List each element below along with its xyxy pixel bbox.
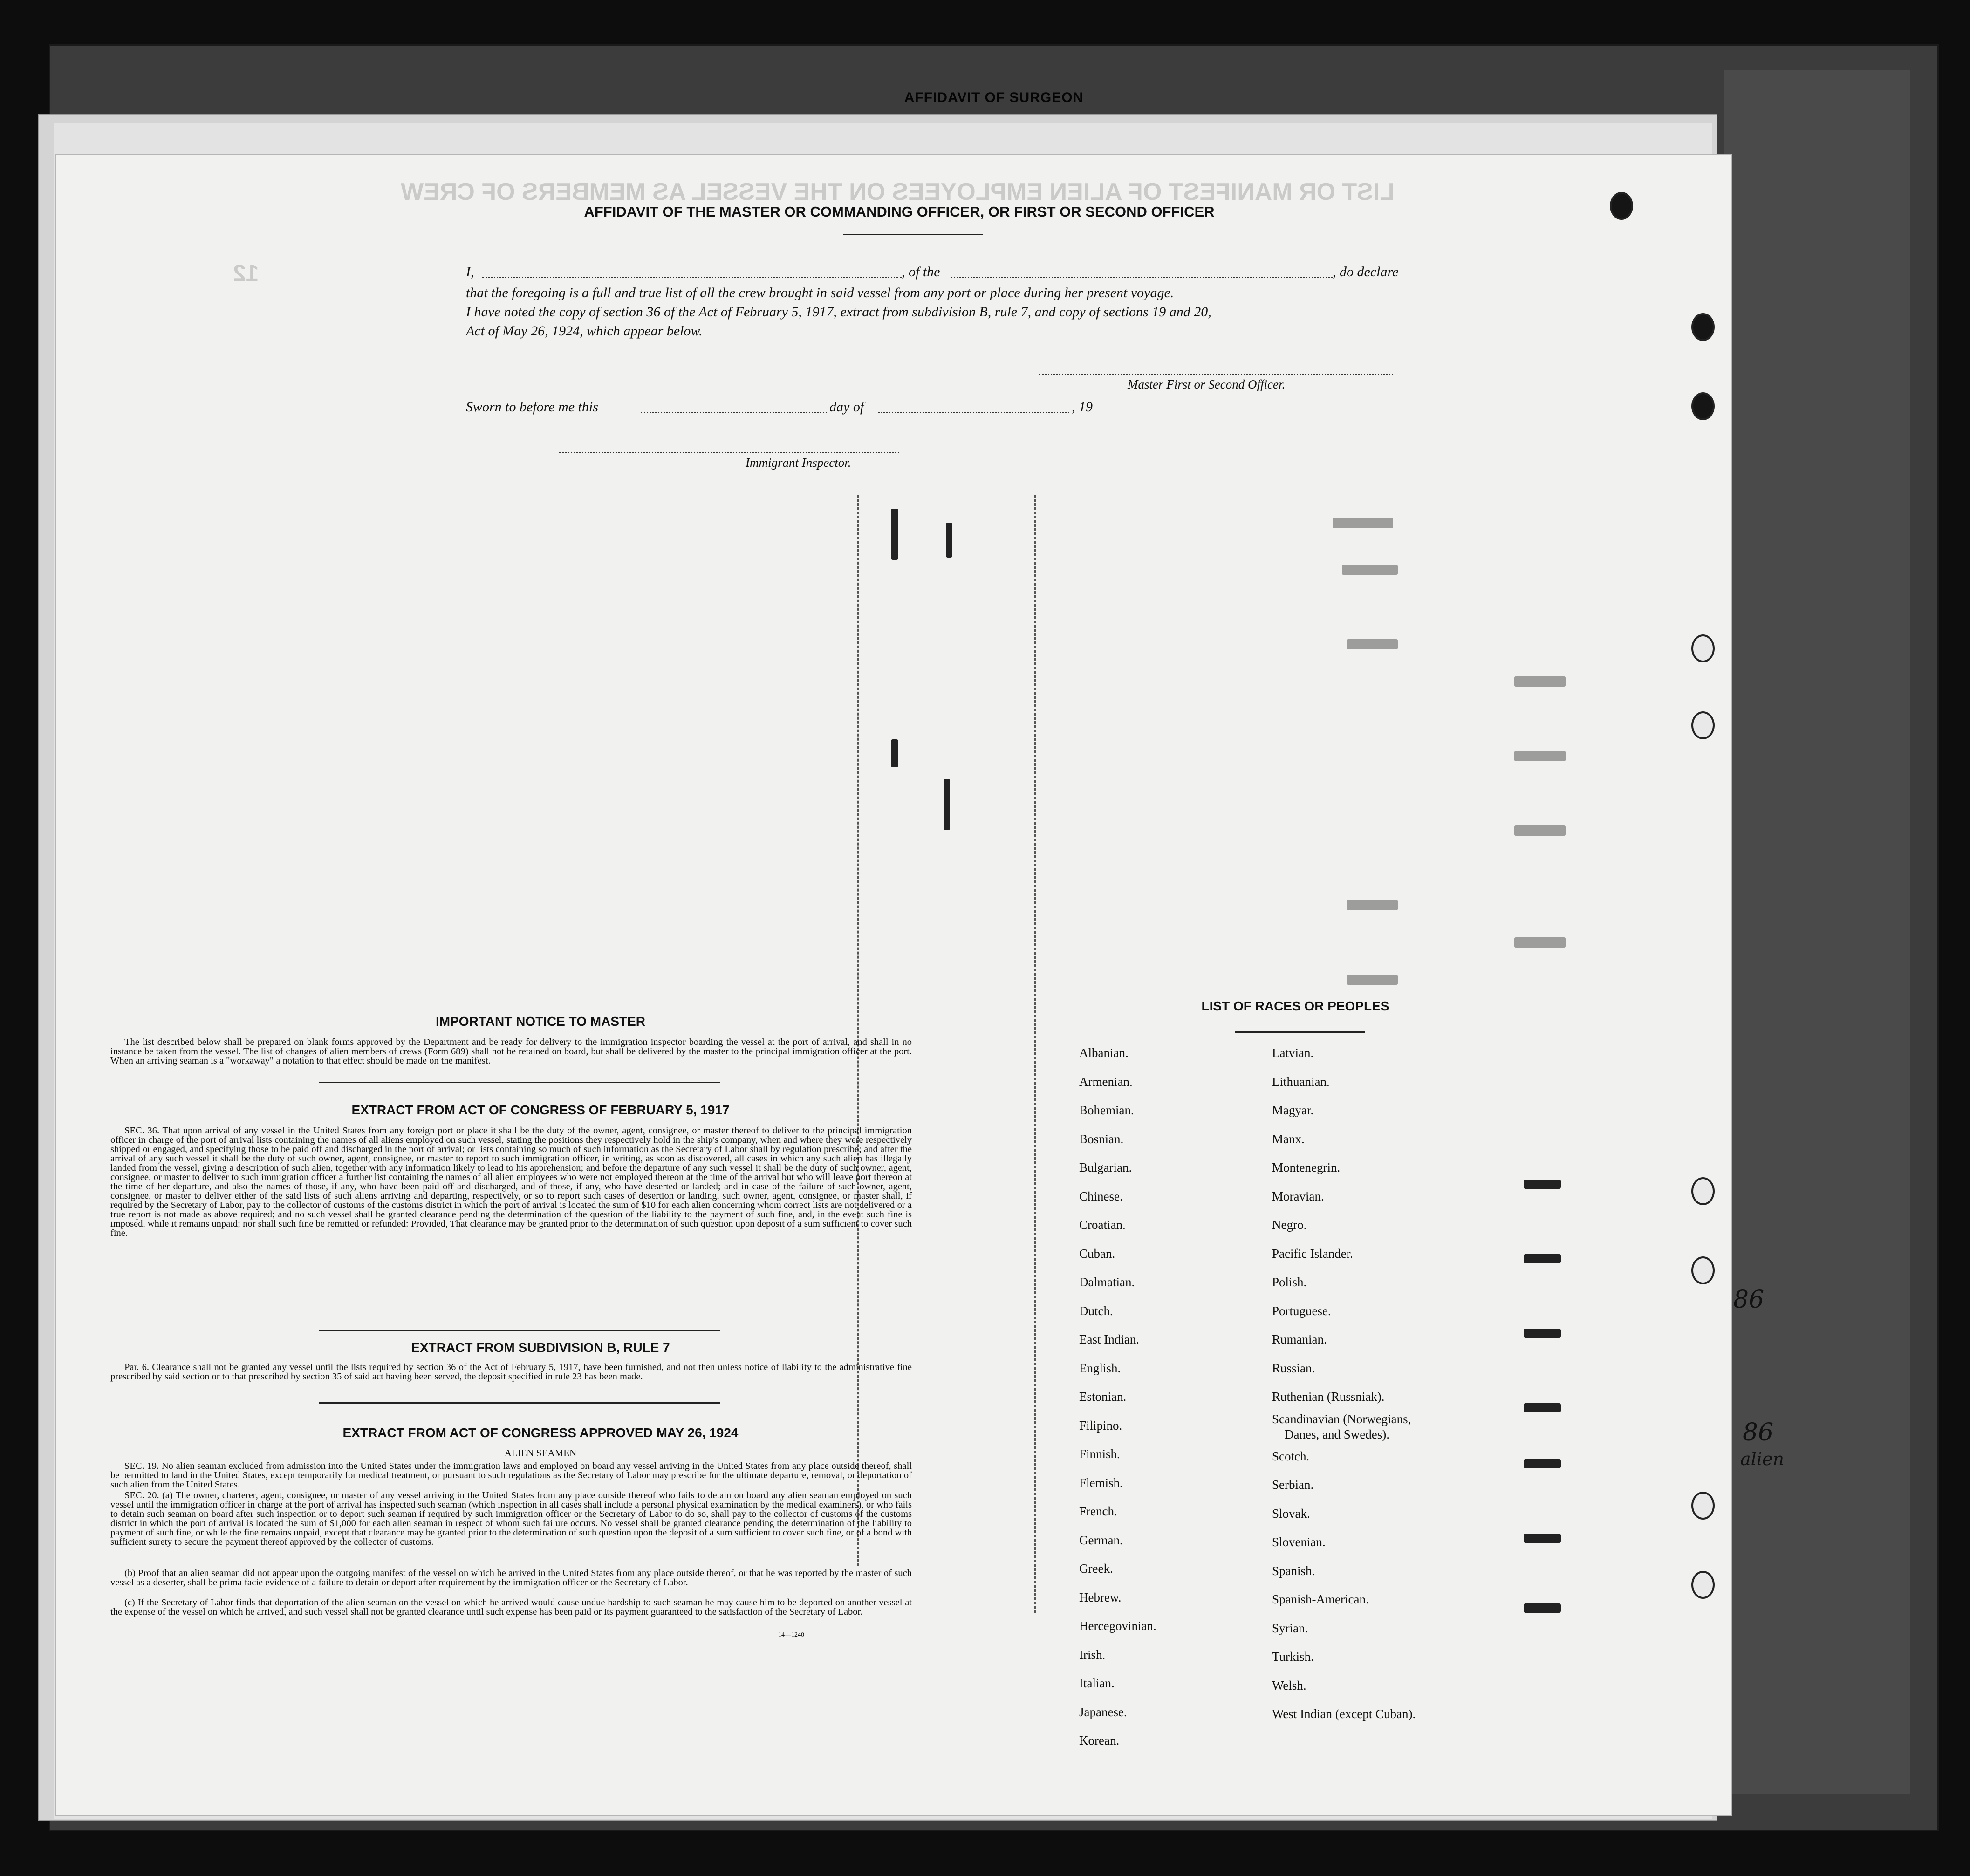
race-item: Russian. — [1272, 1361, 1315, 1375]
race-item: Dutch. — [1079, 1303, 1113, 1318]
affidavit-page — [55, 154, 1732, 1816]
punch-hole — [1691, 1177, 1715, 1205]
race-item: Scandinavian (Norwegians, Danes, and Swedes). — [1272, 1412, 1411, 1441]
rule — [319, 1330, 720, 1331]
ink-blot — [1524, 1459, 1561, 1468]
punch-hole — [1691, 392, 1715, 420]
race-item: Negro. — [1272, 1218, 1307, 1232]
ink-blot — [1524, 1603, 1561, 1613]
race-item: Italian. — [1079, 1676, 1115, 1690]
declaration-line-4: Act of May 26, 1924, which appear below. — [466, 323, 703, 339]
alien-seamen-subtitle: ALIEN SEAMEN — [504, 1447, 577, 1459]
race-item: West Indian (except Cuban). — [1272, 1707, 1416, 1721]
bleed-mark — [1347, 639, 1398, 649]
bleed-mark — [1333, 518, 1393, 528]
race-item: Magyar. — [1272, 1103, 1314, 1117]
ink-blot — [1524, 1329, 1561, 1338]
race-item: Bohemian. — [1079, 1103, 1134, 1117]
rule — [319, 1402, 720, 1404]
sec19-text: SEC. 19. No alien seaman excluded from admission into the United States under the immigration laws and employed on board any vessel arriving in the United States from any place outside thereof, shall be permitted to land in the United States, except temporarily for medical treatment, or pursuant to such regulations as the Secretary of Labor may prescribe for the ultimate departure, removal, or deportation of such alien from the United States. — [110, 1461, 912, 1490]
sec20b-text: (b) Proof that an alien seaman did not appear upon the outgoing manifest of the vessel on which he arrived in the United States from any place outside thereof, or that he was reported by the master of such vessel as a deserter, shall be prima facie evidence of a failure to detain or deport after requirement by the immigration officer or the Secretary of Labor. — [110, 1568, 912, 1588]
sworn-year-label: , 19 — [1072, 399, 1093, 415]
punch-hole — [1691, 313, 1715, 341]
race-item: Flemish. — [1079, 1475, 1123, 1490]
extract-1917-text: SEC. 36. That upon arrival of any vessel in the United States from any foreign port or place it shall be the duty of the owner, agent, consignee, or master thereof to deliver to the principal immigration officer in charge of the port of arrival lists containing the names of all aliens employed on such vessel, stating the positions they respectively hold in the ship's company, when and where they were respectively shipped or engaged, and specifying those to be paid off and discharged in the port of arrival; or lists containing so much of such information as the Secretary of Labor shall by regulation prescribe; and after the arrival of any such vessel it shall be the duty of such owner, agent, consignee, or master to report to such immigration officer, in writing, as soon as discovered, all cases in which any such alien has illegally landed from the vessel, giving a description of such alien, together with any information likely to lead to his apprehension; and before the departure of any such vessel it shall be the duty of such owner, agent, consignee, or master to deliver to such immigration officer a further list containing the names of all alien employees who were not employed thereon at the time of the arrival but who will leave port thereon at the time of her departure, and also the names of those, if any, who have been paid off and discharged, and of those, if any, who have deserted or landed; and in case of the failure of such owner, agent, consignee, or master to deliver either of the said lists of such aliens arriving and departing, respectively, or so to report such cases of desertion or landing, such owner, agent, consignee, or master shall, if required by the Secretary of Labor, pay to the collector of customs of the customs district in which the port of arrival is located the sum of $10 for each alien concerning whom correct lists are not delivered or a true report is not made as above required; and no such vessel shall be granted clearance pending the determination of the question of the liability to the payment of such fine, and, in the event such fine is imposed, while it remains unpaid; nor shall such fine be remitted or refunded: Provided, That clearance may be granted prior to the determination of such question upon deposit of a sum sufficient to cover such fine. — [110, 1126, 912, 1238]
extract-1924-title: EXTRACT FROM ACT OF CONGRESS APPROVED MAY 26, 1924 — [342, 1426, 739, 1440]
race-item: Bulgarian. — [1079, 1160, 1132, 1174]
race-item: Albanian. — [1079, 1046, 1129, 1060]
extract-1917-title: EXTRACT FROM ACT OF CONGRESS OF FEBRUARY 5, 1917 — [351, 1103, 730, 1117]
sec20a-text: SEC. 20. (a) The owner, charterer, agent, consignee, or master of any vessel arriving in the United States from any place outside thereof who fails to detain on board any alien seaman employed on such vessel until the immigration officer in charge at the port of arrival has inspected such seaman (which inspection in all cases shall include a personal physical examination by the medical examiners), or who fails to detain such seaman on board after such inspection or to deport such seaman if required by such immigration officer or the Secretary of Labor to do so, shall pay to the collector of customs of the customs district in which the port of arrival is located the sum of $1,000 for each alien seaman in respect of whom such failure occurs. No vessel shall be granted clearance pending the determination of the liability to payment of such fine, or while the fine remains unpaid, except that clearance may be granted prior to the determination of such question upon the deposit of a sum sufficient to cover such fine, or of a bond with sufficient surety to secure the payment thereof approved by the collector of customs. — [110, 1490, 912, 1547]
extract-rule7-title: EXTRACT FROM SUBDIVISION B, RULE 7 — [411, 1340, 670, 1355]
races-list-left — [1079, 1039, 1156, 1755]
race-item: Montenegrin. — [1272, 1160, 1341, 1174]
race-item: East Indian. — [1079, 1332, 1139, 1346]
race-item: Cuban. — [1079, 1246, 1115, 1261]
do-declare-label: , do declare — [1333, 264, 1399, 280]
notice-text: The list described below shall be prepared on blank forms approved by the Department and be ready for delivery to the immigration inspector boarding the vessel at the port of arrival, and shall in no instance be taken from the vessel. The list of changes of alien members of crews (Form 689) shall not be retained on board, but shall be delivered by the master to the principal immigration officer at the port. When an arriving seaman is a "workaway" a notation to that effect should be made on the manifest. — [110, 1037, 912, 1066]
race-item: Estonian. — [1079, 1390, 1127, 1404]
race-item: Filipino. — [1079, 1418, 1122, 1433]
race-item: Manx. — [1272, 1132, 1305, 1146]
races-list-right — [1272, 1039, 1416, 1729]
race-item: Korean. — [1079, 1733, 1120, 1747]
race-item: Irish. — [1079, 1647, 1106, 1662]
punch-hole — [1691, 1492, 1715, 1520]
sworn-day-label: day of — [829, 399, 864, 415]
race-item: Japanese. — [1079, 1705, 1127, 1719]
ink-blot — [946, 523, 952, 558]
races-title-rule — [1235, 1031, 1365, 1033]
punch-hole — [1691, 1256, 1715, 1284]
margin-note-alien: alien — [1740, 1449, 1784, 1469]
master-signature-field[interactable] — [1039, 374, 1393, 375]
inspector-signature-field[interactable] — [559, 452, 899, 453]
race-item: Croatian. — [1079, 1218, 1126, 1232]
bleed-mark — [1347, 975, 1398, 985]
race-item: Latvian. — [1272, 1046, 1314, 1060]
ink-blot — [1524, 1180, 1561, 1189]
margin-total-1: 86 — [1733, 1286, 1765, 1314]
race-item: Rumanian. — [1272, 1332, 1327, 1346]
race-item: Dalmatian. — [1079, 1275, 1135, 1289]
ink-blot — [891, 739, 898, 767]
bleed-mark — [1514, 937, 1566, 948]
races-title: LIST OF RACES OR PEOPLES — [1201, 999, 1389, 1013]
title-rule — [843, 234, 983, 235]
vessel-name-field[interactable] — [951, 277, 1333, 278]
bleed-mark — [1514, 751, 1566, 761]
race-item: Hercegovinian. — [1079, 1619, 1156, 1633]
race-item: French. — [1079, 1504, 1117, 1518]
race-item: Serbian. — [1272, 1478, 1314, 1492]
race-item: Armenian. — [1079, 1074, 1133, 1089]
punch-hole — [1610, 192, 1633, 220]
sworn-month-field[interactable] — [878, 412, 1069, 413]
sworn-date-field[interactable] — [641, 412, 827, 413]
rule — [319, 1082, 720, 1083]
ink-blot — [891, 509, 898, 560]
master-signature-label: Master First or Second Officer. — [1128, 377, 1286, 391]
bleed-mark — [1347, 900, 1398, 910]
ink-blot — [1524, 1254, 1561, 1263]
race-item: Hebrew. — [1079, 1590, 1122, 1604]
race-item: Ruthenian (Russniak). — [1272, 1390, 1385, 1404]
race-item: Portuguese. — [1272, 1303, 1331, 1318]
of-the-label: , of the — [902, 264, 940, 280]
extract-rule7-text: Par. 6. Clearance shall not be granted any vessel until the lists required by section 36 of the Act of February 5, 1917, have been furnished, and not then unless notice of liability to the administrative fine prescribed by said section or to that prescribed by section 35 of said act having been served, the deposit specified in rule 23 has been made. — [110, 1362, 912, 1382]
form-number: 14—1240 — [778, 1631, 804, 1638]
margin-total-2: 86 — [1743, 1419, 1774, 1446]
declarant-prefix: I, — [466, 264, 474, 280]
race-item: Scotch. — [1272, 1449, 1310, 1463]
race-item: Syrian. — [1272, 1621, 1308, 1635]
race-item: English. — [1079, 1361, 1121, 1375]
back-sheet-header: AFFIDAVIT OF SURGEON — [904, 90, 1084, 105]
race-item: Chinese. — [1079, 1189, 1123, 1203]
race-item: Welsh. — [1272, 1678, 1306, 1692]
race-item: Polish. — [1272, 1275, 1307, 1289]
race-item: Pacific Islander. — [1272, 1246, 1353, 1261]
notice-title: IMPORTANT NOTICE TO MASTER — [435, 1014, 646, 1029]
bleed-through-page-number: 12 — [233, 260, 259, 286]
inspector-signature-label: Immigrant Inspector. — [746, 456, 851, 470]
race-item: Spanish-American. — [1272, 1592, 1369, 1606]
back-sheet-right-edge — [1724, 70, 1910, 1794]
race-item: Slovak. — [1272, 1506, 1310, 1521]
race-item: Slovenian. — [1272, 1535, 1326, 1549]
punch-hole — [1691, 1571, 1715, 1599]
punch-hole — [1691, 711, 1715, 739]
ink-blot — [1524, 1403, 1561, 1412]
bleed-column-line — [1034, 495, 1036, 1613]
race-item: Moravian. — [1272, 1189, 1324, 1203]
race-item: Finnish. — [1079, 1447, 1120, 1461]
declaration-line-3: I have noted the copy of section 36 of the Act of February 5, 1917, extract from subdivision B, rule 7, and copy of sections 19 and 20, — [466, 304, 1211, 320]
declarant-name-field[interactable] — [482, 277, 902, 278]
race-item: Turkish. — [1272, 1650, 1314, 1664]
ink-blot — [944, 779, 950, 830]
race-item: Lithuanian. — [1272, 1074, 1330, 1089]
race-item: Bosnian. — [1079, 1132, 1124, 1146]
bleed-column-line — [857, 495, 859, 1566]
race-item: German. — [1079, 1533, 1123, 1547]
bleed-mark — [1514, 825, 1566, 836]
ink-blot — [1524, 1534, 1561, 1543]
declaration-line-2: that the foregoing is a full and true list of all the crew brought in said vessel from any port or place during her present voyage. — [466, 285, 1174, 300]
affidavit-title: AFFIDAVIT OF THE MASTER OR COMMANDING OFFICER, OR FIRST OR SECOND OFFICER — [584, 204, 1215, 220]
race-item: Greek. — [1079, 1562, 1113, 1576]
race-item: Spanish. — [1272, 1563, 1315, 1578]
bleed-mark — [1514, 676, 1566, 687]
punch-hole — [1691, 634, 1715, 662]
bleed-through-heading: LIST OR MANIFEST OF ALIEN EMPLOYEES ON THE VESSEL AS MEMBERS OF CREW — [401, 178, 1395, 205]
sec20c-text: (c) If the Secretary of Labor finds that deportation of the alien seaman on the vessel on which he arrived would cause undue hardship to such seaman he may cause him to be deported on another vessel at the expense of the vessel on which he arrived, and such vessel shall not be granted clearance until such expense has been paid or its payment guaranteed to the satisfaction of the Secretary of Labor. — [110, 1597, 912, 1617]
bleed-mark — [1342, 565, 1398, 575]
sworn-label: Sworn to before me this — [466, 399, 598, 415]
